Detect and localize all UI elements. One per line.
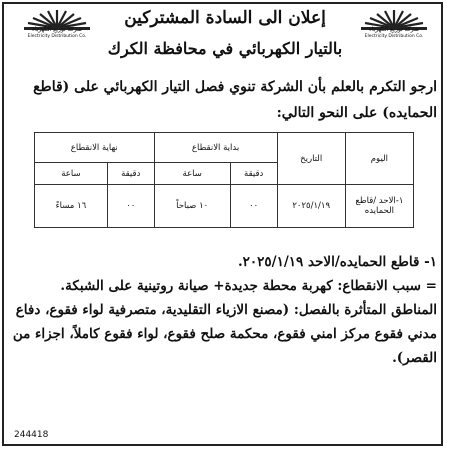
notice-title: إعلان الى السادة المشتركين: [124, 8, 326, 28]
header-end-minute: دقيقة: [107, 163, 154, 185]
header-start-minute: دقيقة: [230, 163, 277, 185]
cell-date: ٢٠٢٥/١/١٩: [277, 185, 345, 228]
outage-schedule-table: [34, 132, 414, 228]
header-day: اليوم: [345, 133, 413, 185]
header-date: التاريخ: [277, 133, 345, 185]
notice-intro: ارجو التكرم بالعلم بأن الشركة تنوي فصل التيار الكهربائي على (قاطع الحمايده) على النحو التالي:: [33, 79, 437, 121]
cell-start-hour: ١٠ صباحاً: [154, 185, 230, 228]
header-end: نهاية الانقطاع: [35, 133, 155, 163]
company-logo-left-text: شركة توزيع الكهرباء Electricity Distribution Co.: [27, 26, 87, 39]
cell-day: ١-الاحد /قاطع الحمايده: [345, 185, 413, 228]
company-logo-right-text: شركة توزيع الكهرباء Electricity Distribution Co.: [364, 26, 424, 39]
outage-reason: = سبب الانقطاع: كهربة محطة جديدة+ صيانة روتينية على الشبكة.: [60, 278, 437, 294]
affected-areas: المناطق المتأثرة بالفصل: (مصنع الازياء التقليدية، متصرفية لواء فقوع، دفاع مدني فقوع مركز امني فقوع، محكمة صلح فقوع، لواء فقوع كاملاً، اجزاء من القصر).: [12, 302, 437, 366]
cell-start-minute: ٠٠: [230, 185, 277, 228]
outage-line: ١- قاطع الحمايده/الاحد ٢٠٢٥/١/١٩.: [237, 254, 437, 270]
cell-end-hour: ١٦ مساءً: [35, 185, 108, 228]
notice-details: [10, 250, 437, 370]
reference-number: 244418: [14, 430, 49, 440]
header-end-hour: ساعة: [35, 163, 108, 185]
notice-subtitle: بالتيار الكهربائي في محافظة الكرك: [107, 39, 343, 58]
header-start-hour: ساعة: [154, 163, 230, 185]
header-start: بداية الانقطاع: [154, 133, 277, 163]
cell-end-minute: ٠٠: [107, 185, 154, 228]
